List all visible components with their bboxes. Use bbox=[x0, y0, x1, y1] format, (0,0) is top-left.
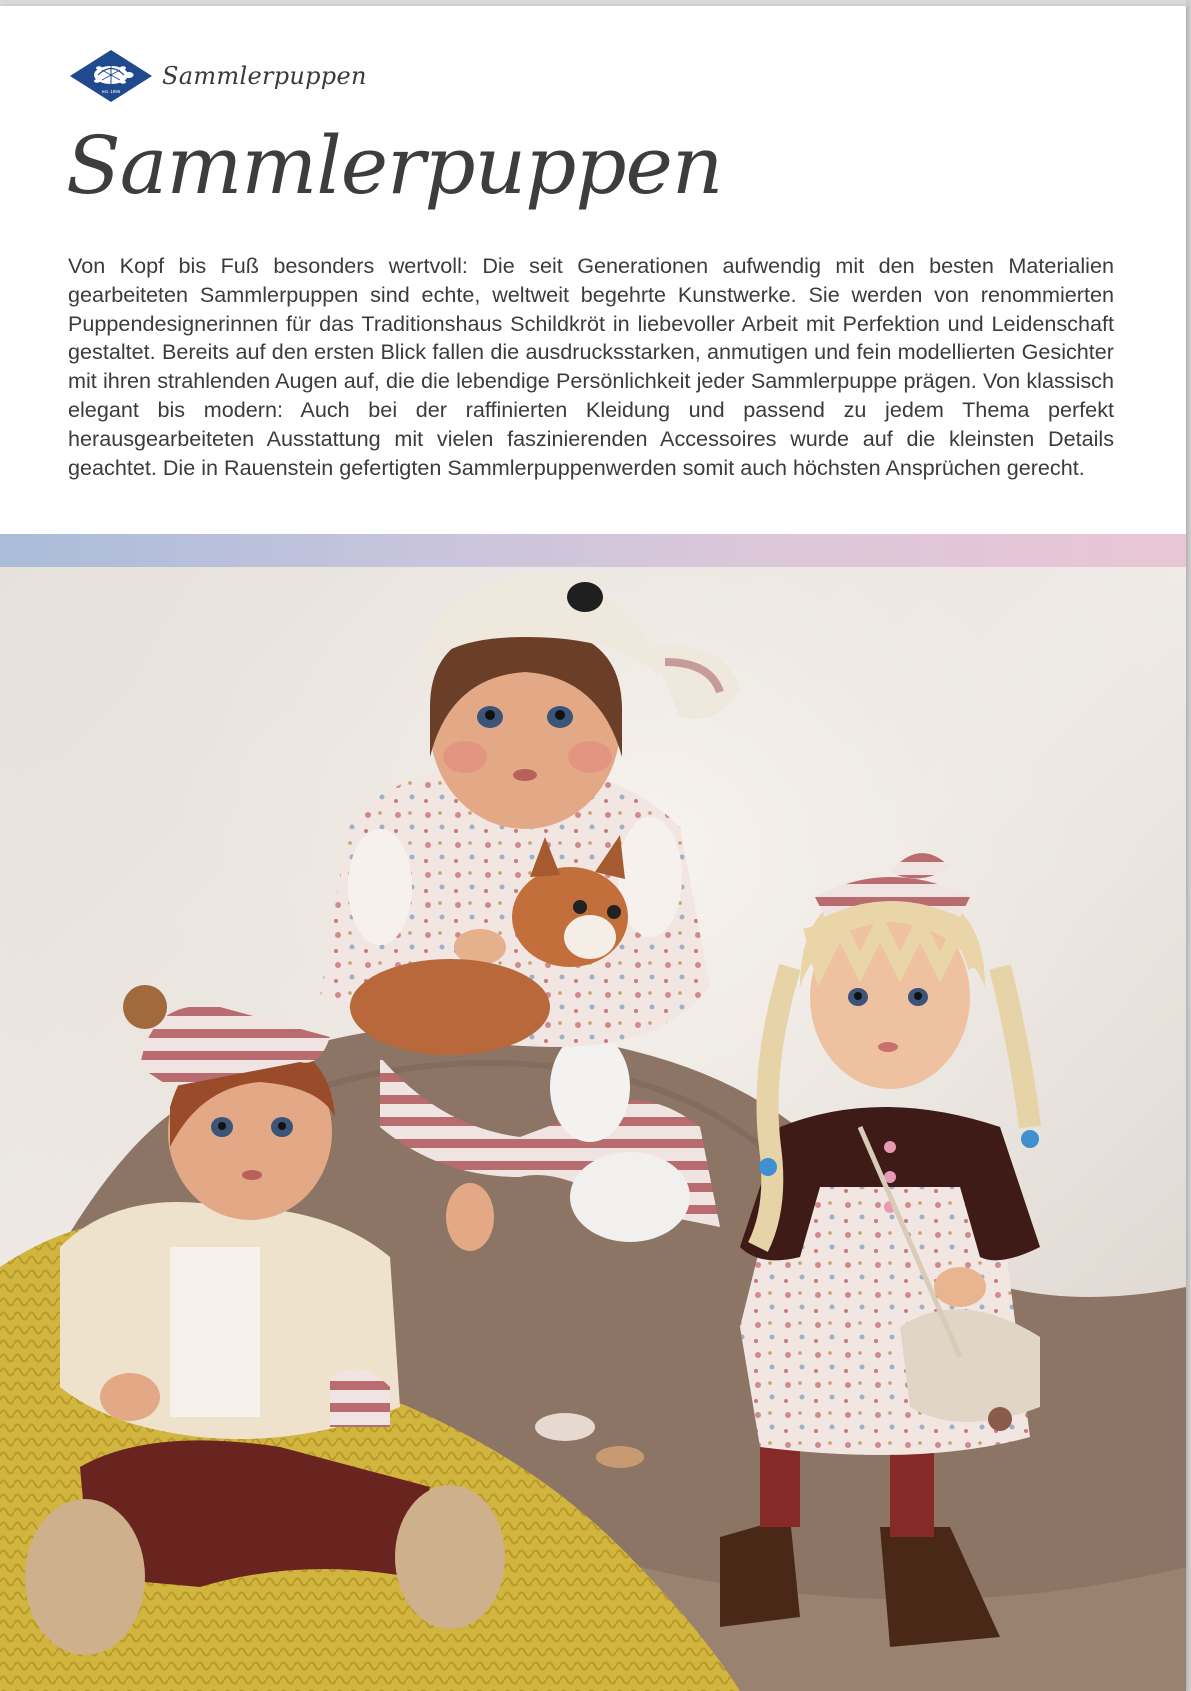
page-title: Sammlerpuppen bbox=[66, 119, 723, 212]
gradient-band bbox=[0, 534, 1186, 567]
brand-header bbox=[68, 48, 367, 104]
catalog-page bbox=[0, 6, 1186, 1691]
turtle-emblem-icon bbox=[68, 48, 154, 104]
dolls-photo bbox=[0, 567, 1186, 1691]
dolls-photo-illustration bbox=[0, 567, 1186, 1691]
page-edge bbox=[1186, 0, 1191, 1691]
logo-tag: est. 1896 bbox=[101, 89, 121, 94]
intro-paragraph: Von Kopf bis Fuß besonders wertvoll: Die seit Generationen aufwendig mit den besten Materialien gearbeiteten Sammlerpuppen sind echte, weltweit begehrte Kunstwerke. Sie werden von renommierten Puppendesignerinnen für das Traditionshaus Schildkröt in liebevoller Arbeit mit Perfektion und Leidenschaft gestaltet. Bereits auf den ersten Blick fallen die ausdrucksstarken, anmutigen und fein modellierten Gesichter mit ihren strahlenden Augen auf, die die lebendige Persönlichkeit jeder Sammlerpuppe prägen. Von klassisch elegant bis modern: Auch bei der raffinierten Kleidung und passend zu jedem Thema perfekt herausgearbeiteten Ausstattung mit vielen faszinierenden Accessoires wurde auf die kleinsten Details geachtet. Die in Rauenstein gefertigten Sammlerpuppenwerden somit auch höchsten Ansprüchen gerecht. bbox=[68, 253, 1114, 480]
brand-label: Sammlerpuppen bbox=[162, 62, 367, 90]
